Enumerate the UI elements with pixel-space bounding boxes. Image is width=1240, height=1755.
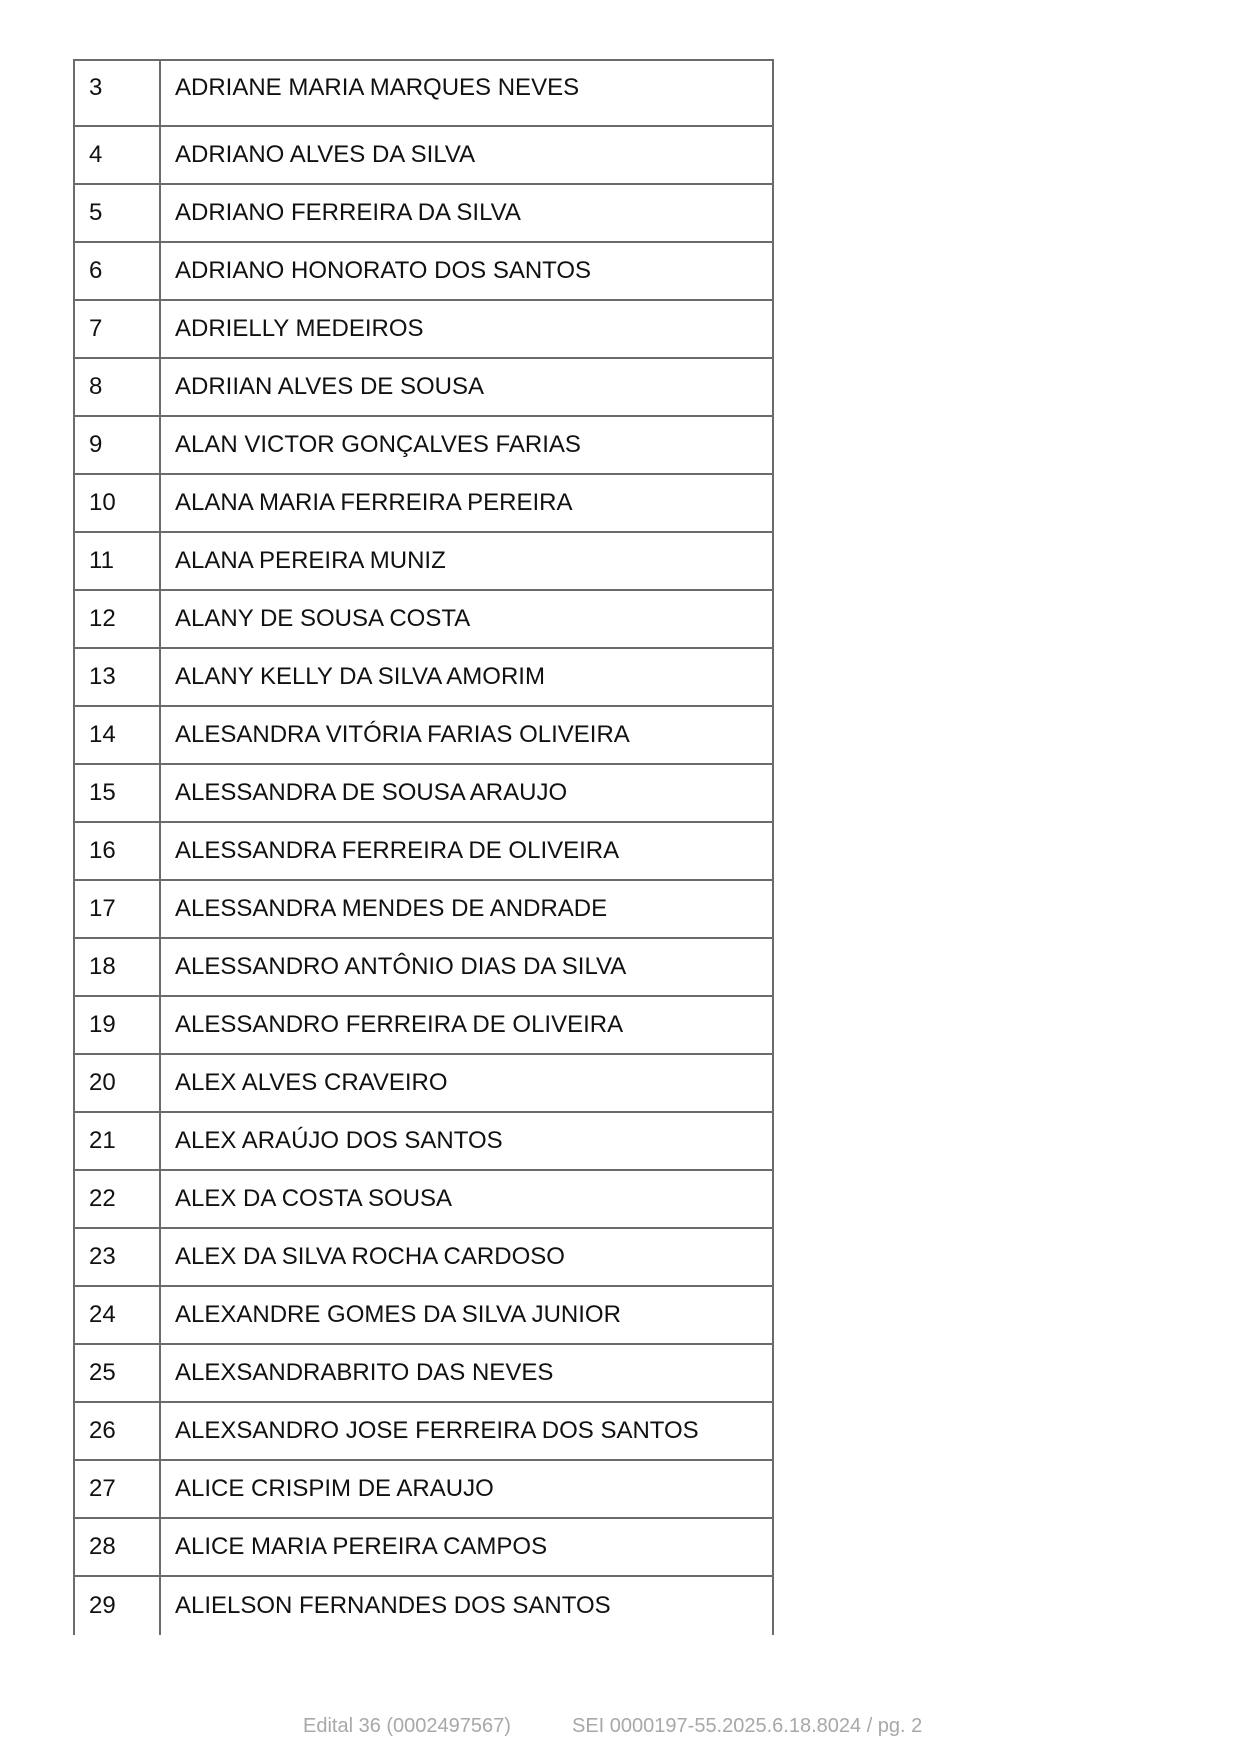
table-row [74, 938, 773, 996]
row-name-cell: ALEXSANDRO JOSE FERREIRA DOS SANTOS [160, 1402, 773, 1460]
row-name-cell: ALEXSANDRABRITO DAS NEVES [160, 1344, 773, 1402]
row-number-cell: 26 [74, 1402, 160, 1460]
row-number-cell: 8 [74, 358, 160, 416]
footer-document-reference: Edital 36 (0002497567) [303, 1715, 511, 1737]
table-row [74, 996, 773, 1054]
row-name-cell: ADRIANO ALVES DA SILVA [160, 126, 773, 184]
row-name-cell: ALANY DE SOUSA COSTA [160, 590, 773, 648]
row-number-cell: 19 [74, 996, 160, 1054]
table-row [74, 706, 773, 764]
row-name-cell: ALICE MARIA PEREIRA CAMPOS [160, 1518, 773, 1576]
row-number-cell: 23 [74, 1228, 160, 1286]
table-row [74, 590, 773, 648]
table-row [74, 822, 773, 880]
row-name-cell: ALEXANDRE GOMES DA SILVA JUNIOR [160, 1286, 773, 1344]
row-number-cell: 6 [74, 242, 160, 300]
table-row [74, 764, 773, 822]
table-row [74, 1518, 773, 1576]
row-number-cell: 13 [74, 648, 160, 706]
table-row [74, 1344, 773, 1402]
row-name-cell: ADRIIAN ALVES DE SOUSA [160, 358, 773, 416]
table-row [74, 648, 773, 706]
row-name-cell: ALEX DA SILVA ROCHA CARDOSO [160, 1228, 773, 1286]
row-number-cell: 3 [74, 60, 160, 126]
row-number-cell: 18 [74, 938, 160, 996]
table-row [74, 126, 773, 184]
row-number-cell: 21 [74, 1112, 160, 1170]
row-name-cell: ADRIANO HONORATO DOS SANTOS [160, 242, 773, 300]
row-number-cell: 14 [74, 706, 160, 764]
row-number-cell: 29 [74, 1576, 160, 1635]
table-row [74, 1576, 773, 1635]
row-name-cell: ALESSANDRA MENDES DE ANDRADE [160, 880, 773, 938]
table-row [74, 1228, 773, 1286]
row-number-cell: 27 [74, 1460, 160, 1518]
table-row [74, 416, 773, 474]
table-row [74, 1286, 773, 1344]
row-number-cell: 11 [74, 532, 160, 590]
row-name-cell: ALESSANDRO ANTÔNIO DIAS DA SILVA [160, 938, 773, 996]
row-name-cell: ALESSANDRO FERREIRA DE OLIVEIRA [160, 996, 773, 1054]
row-name-cell: ALANA MARIA FERREIRA PEREIRA [160, 474, 773, 532]
row-number-cell: 12 [74, 590, 160, 648]
row-name-cell: ALESSANDRA FERREIRA DE OLIVEIRA [160, 822, 773, 880]
row-number-cell: 24 [74, 1286, 160, 1344]
row-name-cell: ALICE CRISPIM DE ARAUJO [160, 1460, 773, 1518]
row-name-cell: ALEX ARAÚJO DOS SANTOS [160, 1112, 773, 1170]
row-name-cell: ALESANDRA VITÓRIA FARIAS OLIVEIRA [160, 706, 773, 764]
table-row [74, 1402, 773, 1460]
table-row [74, 358, 773, 416]
table-row [74, 1112, 773, 1170]
row-number-cell: 17 [74, 880, 160, 938]
row-number-cell: 28 [74, 1518, 160, 1576]
table-row [74, 60, 773, 126]
row-name-cell: ALEX DA COSTA SOUSA [160, 1170, 773, 1228]
table-row [74, 880, 773, 938]
row-number-cell: 25 [74, 1344, 160, 1402]
row-number-cell: 15 [74, 764, 160, 822]
table-row [74, 184, 773, 242]
row-name-cell: ALANY KELLY DA SILVA AMORIM [160, 648, 773, 706]
names-table [73, 59, 774, 1635]
row-number-cell: 9 [74, 416, 160, 474]
row-name-cell: ADRIANE MARIA MARQUES NEVES [160, 60, 773, 126]
row-number-cell: 16 [74, 822, 160, 880]
row-number-cell: 10 [74, 474, 160, 532]
row-name-cell: ADRIELLY MEDEIROS [160, 300, 773, 358]
row-name-cell: ALESSANDRA DE SOUSA ARAUJO [160, 764, 773, 822]
row-number-cell: 4 [74, 126, 160, 184]
row-name-cell: ALAN VICTOR GONÇALVES FARIAS [160, 416, 773, 474]
footer-sei-reference: SEI 0000197-55.2025.6.18.8024 / pg. 2 [572, 1715, 923, 1737]
table-row [74, 1460, 773, 1518]
table-row [74, 242, 773, 300]
row-number-cell: 20 [74, 1054, 160, 1112]
row-name-cell: ALEX ALVES CRAVEIRO [160, 1054, 773, 1112]
table-row [74, 300, 773, 358]
table-row [74, 474, 773, 532]
row-number-cell: 22 [74, 1170, 160, 1228]
names-table-body [74, 60, 773, 1635]
row-name-cell: ADRIANO FERREIRA DA SILVA [160, 184, 773, 242]
row-number-cell: 5 [74, 184, 160, 242]
row-name-cell: ALIELSON FERNANDES DOS SANTOS [160, 1576, 773, 1635]
row-name-cell: ALANA PEREIRA MUNIZ [160, 532, 773, 590]
row-number-cell: 7 [74, 300, 160, 358]
table-row [74, 1170, 773, 1228]
table-row [74, 1054, 773, 1112]
table-row [74, 532, 773, 590]
